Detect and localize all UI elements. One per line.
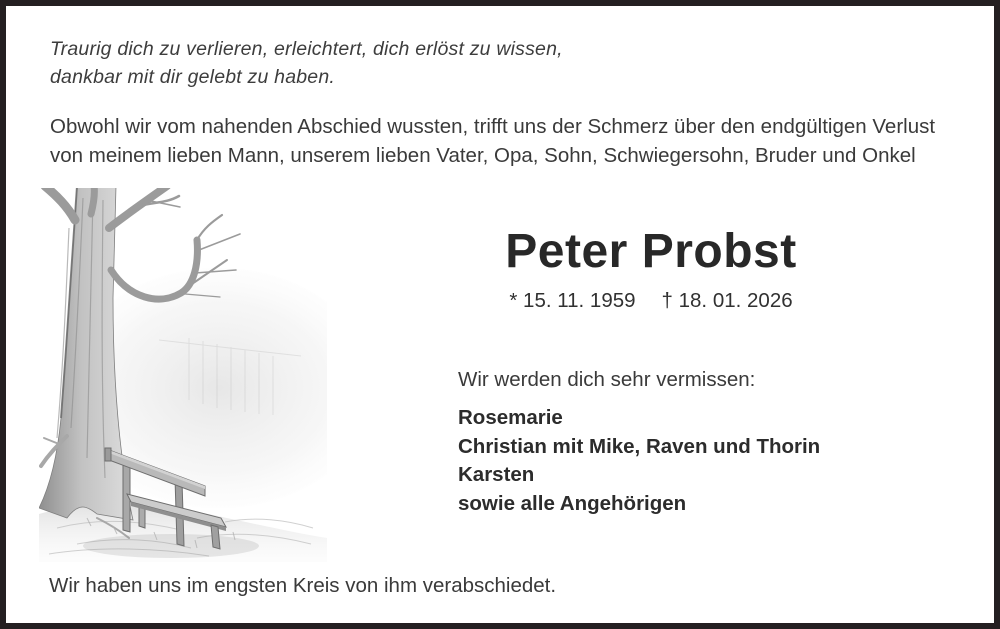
mourner-line: Christian mit Mike, Raven und Thorin	[458, 434, 821, 458]
mourner-line: sowie alle Angehörigen	[458, 491, 687, 515]
epigraph-line-1: Traurig dich zu verlieren, erleichtert, dich erlöst zu wissen,	[50, 38, 563, 60]
tree-bench-sketch	[39, 188, 327, 562]
epigraph	[50, 35, 563, 91]
bench-shadow	[83, 534, 259, 558]
death-date: † 18. 01. 2026	[661, 289, 793, 312]
birth-date: * 15. 11. 1959	[509, 289, 636, 312]
mourner-line: Rosemarie	[458, 406, 563, 429]
deceased-name: Peter Probst	[505, 225, 797, 278]
mourners-list	[458, 404, 820, 518]
closing-line: Wir haben uns im engsten Kreis von ihm verabschiedet.	[49, 574, 557, 597]
mourner-line: Karsten	[458, 463, 535, 486]
intro-line-2: von meinem lieben Mann, unserem lieben Vater, Opa, Sohn, Schwiegersohn, Bruder und Onkel	[50, 144, 916, 167]
mourning-lead: Wir werden dich sehr vermissen:	[458, 368, 756, 391]
intro-line-1: Obwohl wir vom nahenden Abschied wussten, trifft uns der Schmerz über den endgültigen Verlust	[50, 115, 936, 138]
deceased-block	[381, 224, 921, 313]
bench-rail-endcap	[105, 448, 111, 461]
life-dates	[381, 289, 921, 313]
intro-paragraph	[50, 112, 935, 170]
mourning-section	[458, 368, 820, 518]
epigraph-line-2: dankbar mit dir gelebt zu haben.	[50, 66, 335, 88]
